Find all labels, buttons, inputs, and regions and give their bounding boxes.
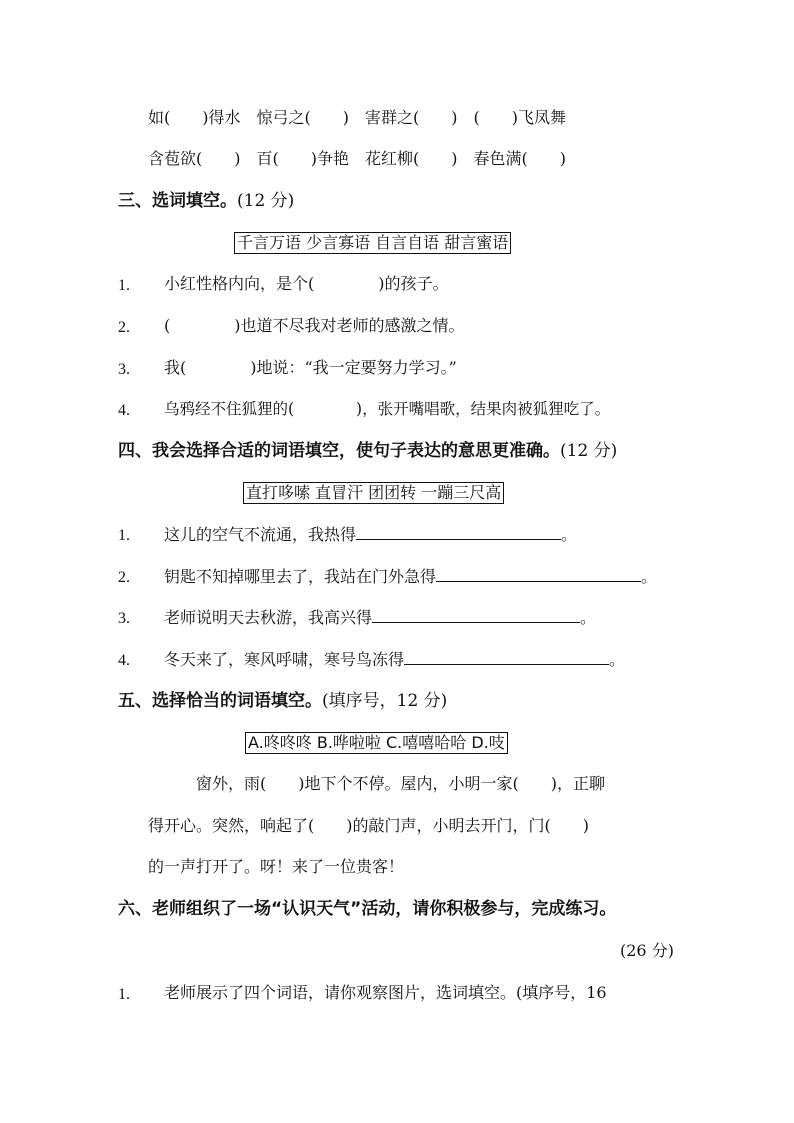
section-6-item-1: 老师展示了四个词语，请你观察图片，选词填空。(填序号，16 — [164, 983, 607, 1002]
section-3-word-bank: 千言万语 少言寡语 自言自语 甜言蜜语 — [234, 232, 511, 254]
section-3-item-4-number: 4. — [118, 402, 130, 419]
idiom-row-2: 含苞欲( ) 百( )争艳 花红柳( ) 春色满( ) — [148, 149, 566, 168]
section-4-item-4-number: 4. — [118, 652, 130, 669]
idiom-row-1: 如( )得水 惊弓之( ) 害群之( ) ( )飞凤舞 — [148, 108, 566, 127]
section-3-item-3: 我( )地说：“我一定要努力学习。” — [164, 358, 457, 377]
answer-blank[interactable] — [404, 648, 609, 665]
section-3-item-2-number: 2. — [118, 319, 130, 336]
section-4-item-4: 冬天来了，寒风呼啸，寒号鸟冻得 。 — [164, 650, 626, 669]
section-3-item-1: 小红性格内向，是个( )的孩子。 — [164, 274, 449, 293]
section-4-item-2-number: 2. — [118, 569, 130, 586]
section-6-item-1-number: 1. — [118, 986, 130, 1003]
section-5-paragraph-line-2: 得开心。突然，响起了( )的敲门声，小明去开门，门( ) — [148, 816, 589, 835]
section-4-heading: 四、我会选择合适的词语填空，使句子表达的意思更准确。(12 分) — [118, 441, 618, 461]
section-3-item-2: ( )也道不尽我对老师的感激之情。 — [164, 316, 465, 335]
section-6-heading: 六、老师组织了一场“认识天气”活动，请你积极参与，完成练习。 — [118, 899, 617, 919]
section-3-item-3-number: 3. — [118, 361, 130, 378]
section-5-heading: 五、选择恰当的词语填空。(填序号，12 分) — [118, 691, 448, 711]
section-6-points: (26 分) — [620, 941, 674, 960]
answer-blank[interactable] — [372, 606, 580, 623]
section-5-paragraph-line-3: 的一声打开了。呀！来了一位贵客！ — [148, 857, 405, 876]
section-4-item-3: 老师说明天去秋游，我高兴得 。 — [164, 608, 597, 627]
section-4-word-bank: 直打哆嗦 直冒汗 团团转 一蹦三尺高 — [243, 482, 504, 504]
answer-blank[interactable] — [356, 523, 561, 540]
section-4-item-3-number: 3. — [118, 610, 130, 627]
section-4-item-1: 这儿的空气不流通，我热得 。 — [164, 525, 578, 544]
section-5-paragraph-line-1: 窗外，雨( )地下个不停。屋内，小明一家( )，正聊 — [196, 774, 605, 793]
section-3-item-1-number: 1. — [118, 277, 130, 294]
section-4-item-1-number: 1. — [118, 527, 130, 544]
section-3-heading: 三、选词填空。(12 分) — [118, 191, 295, 211]
section-4-item-2: 钥匙不知掉哪里去了，我站在门外急得 。 — [164, 567, 658, 586]
section-5-word-bank: A.咚咚咚 B.哗啦啦 C.嘻嘻哈哈 D.吱 — [245, 732, 508, 754]
section-3-item-4: 乌鸦经不住狐狸的( )，张开嘴唱歌，结果肉被狐狸吃了。 — [164, 400, 611, 418]
answer-blank[interactable] — [436, 565, 641, 582]
